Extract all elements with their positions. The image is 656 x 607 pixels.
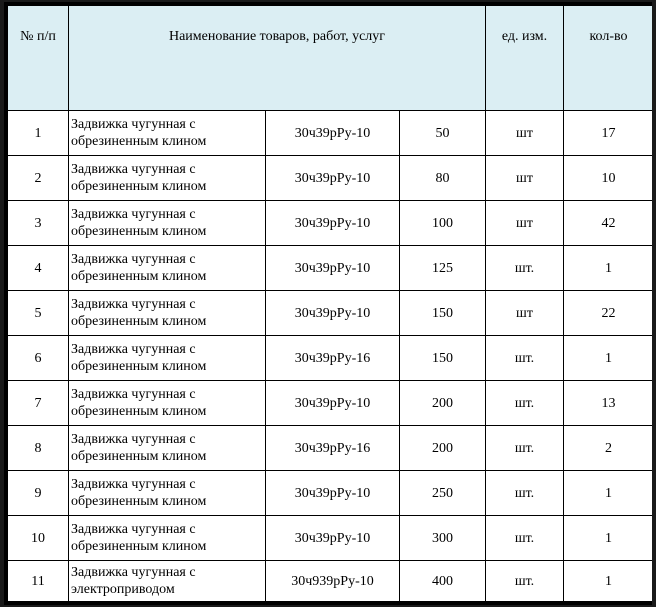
row-name	[69, 201, 266, 246]
row-unit: шт.	[486, 561, 564, 602]
row-name-line2: обрезиненным клином	[71, 359, 207, 374]
row-name-line2: обрезиненным клином	[71, 539, 207, 554]
row-name-line1: Задвижка чугунная с	[71, 565, 196, 580]
row-name	[69, 471, 266, 516]
row-name-line1: Задвижка чугунная с	[71, 297, 196, 312]
goods-table	[7, 5, 654, 602]
row-size: 300	[400, 516, 486, 561]
row-unit: шт.	[486, 381, 564, 426]
row-num: 7	[8, 381, 69, 426]
row-qty: 17	[564, 111, 654, 156]
row-unit: шт.	[486, 426, 564, 471]
row-qty: 10	[564, 156, 654, 201]
row-name-line2: обрезиненным клином	[71, 224, 207, 239]
row-qty: 1	[564, 516, 654, 561]
header-num: № п/п	[8, 6, 69, 111]
row-qty: 1	[564, 246, 654, 291]
row-name-line1: Задвижка чугунная с	[71, 387, 196, 402]
row-num: 9	[8, 471, 69, 516]
row-name-line1: Задвижка чугунная с	[71, 207, 196, 222]
row-qty: 42	[564, 201, 654, 246]
row-model: 30ч39рРу-10	[266, 246, 400, 291]
row-size: 250	[400, 471, 486, 516]
table-row	[8, 516, 654, 561]
table-row	[8, 381, 654, 426]
table-row	[8, 426, 654, 471]
table-header-row	[8, 6, 654, 111]
row-num: 3	[8, 201, 69, 246]
table-row	[8, 201, 654, 246]
row-size: 80	[400, 156, 486, 201]
row-size: 200	[400, 381, 486, 426]
row-num: 5	[8, 291, 69, 336]
row-size: 200	[400, 426, 486, 471]
row-num: 2	[8, 156, 69, 201]
row-name	[69, 246, 266, 291]
row-unit: шт	[486, 111, 564, 156]
row-model: 30ч39рРу-10	[266, 156, 400, 201]
row-model: 30ч39рРу-16	[266, 426, 400, 471]
row-size: 125	[400, 246, 486, 291]
row-size: 50	[400, 111, 486, 156]
row-name	[69, 426, 266, 471]
row-name	[69, 291, 266, 336]
row-unit: шт	[486, 291, 564, 336]
row-num: 6	[8, 336, 69, 381]
row-name-line2: обрезиненным клином	[71, 134, 207, 149]
row-unit: шт.	[486, 246, 564, 291]
header-name: Наименование товаров, работ, услуг	[69, 6, 486, 111]
row-unit: шт.	[486, 471, 564, 516]
row-name-line2: обрезиненным клином	[71, 314, 207, 329]
row-name-line1: Задвижка чугунная с	[71, 252, 196, 267]
row-unit: шт	[486, 201, 564, 246]
row-name	[69, 156, 266, 201]
row-name-line1: Задвижка чугунная с	[71, 522, 196, 537]
row-qty: 1	[564, 471, 654, 516]
row-name-line2: обрезиненным клином	[71, 269, 207, 284]
row-unit: шт.	[486, 336, 564, 381]
row-name-line2: обрезиненным клином	[71, 449, 207, 464]
row-model: 30ч39рРу-10	[266, 381, 400, 426]
row-qty: 2	[564, 426, 654, 471]
row-size: 400	[400, 561, 486, 602]
row-name	[69, 516, 266, 561]
row-size: 150	[400, 291, 486, 336]
row-model: 30ч39рРу-10	[266, 291, 400, 336]
row-model: 30ч39рРу-10	[266, 111, 400, 156]
row-name-line1: Задвижка чугунная с	[71, 477, 196, 492]
row-name-line2: обрезиненным клином	[71, 179, 207, 194]
row-num: 10	[8, 516, 69, 561]
table-row	[8, 111, 654, 156]
row-qty: 13	[564, 381, 654, 426]
row-model: 30ч39рРу-10	[266, 201, 400, 246]
row-size: 100	[400, 201, 486, 246]
row-name	[69, 561, 266, 602]
row-num: 1	[8, 111, 69, 156]
row-model: 30ч39рРу-10	[266, 471, 400, 516]
row-unit: шт.	[486, 516, 564, 561]
row-model: 30ч939рРу-10	[266, 561, 400, 602]
row-name-line2: обрезиненным клином	[71, 404, 207, 419]
row-size: 150	[400, 336, 486, 381]
row-num: 8	[8, 426, 69, 471]
row-name	[69, 336, 266, 381]
row-name	[69, 111, 266, 156]
row-qty: 22	[564, 291, 654, 336]
header-unit: ед. изм.	[486, 6, 564, 111]
header-qty: кол-во	[564, 6, 654, 111]
row-name-line1: Задвижка чугунная с	[71, 342, 196, 357]
row-qty: 1	[564, 561, 654, 602]
table-row	[8, 471, 654, 516]
row-name	[69, 381, 266, 426]
table-row	[8, 246, 654, 291]
row-name-line1: Задвижка чугунная с	[71, 162, 196, 177]
row-qty: 1	[564, 336, 654, 381]
table-row	[8, 336, 654, 381]
row-name-line2: обрезиненным клином	[71, 494, 207, 509]
table-row	[8, 156, 654, 201]
row-name-line2: электроприводом	[71, 582, 175, 597]
row-name-line1: Задвижка чугунная с	[71, 432, 196, 447]
table-row	[8, 291, 654, 336]
row-num: 11	[8, 561, 69, 602]
row-model: 30ч39рРу-10	[266, 516, 400, 561]
table-row	[8, 561, 654, 602]
row-num: 4	[8, 246, 69, 291]
row-name-line1: Задвижка чугунная с	[71, 117, 196, 132]
row-model: 30ч39рРу-16	[266, 336, 400, 381]
row-unit: шт	[486, 156, 564, 201]
